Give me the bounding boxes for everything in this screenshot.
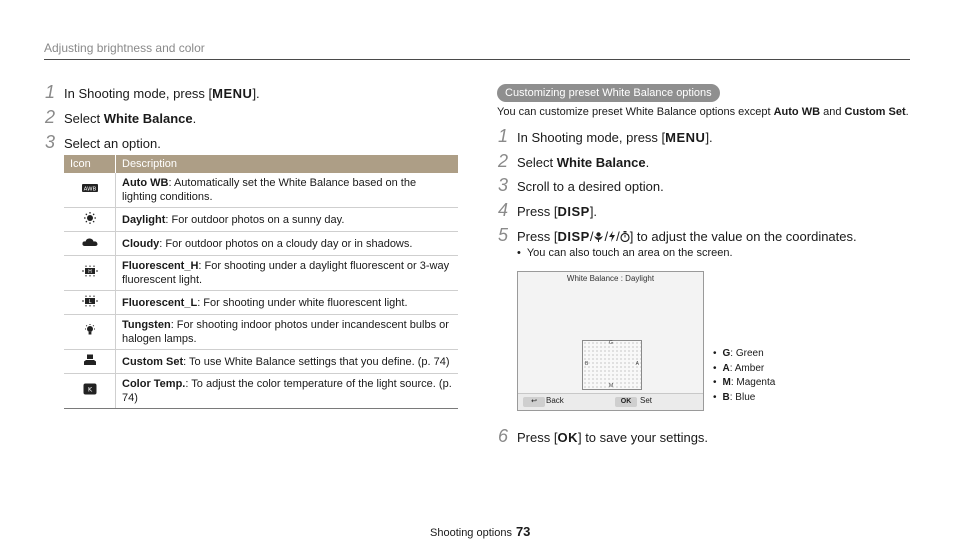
step-bold-term: White Balance (556, 155, 646, 170)
page-number: 73 (515, 524, 531, 539)
option-desc: : To use White Balance settings that you define. (p. 74) (183, 355, 450, 368)
icon-cell (64, 315, 116, 350)
step-number: 2 (498, 151, 509, 171)
intro-text (497, 106, 909, 118)
option-desc: : For shooting under a daylight fluorescent or 3-way fluorescent light. (122, 260, 450, 286)
icon-cell (64, 232, 116, 256)
intro-mid: and (820, 106, 845, 118)
option-term: Tungsten (122, 319, 171, 331)
cloudy-icon (81, 236, 99, 248)
step-text-end: ] to save your settings. (577, 430, 709, 445)
white-balance-options-table (64, 155, 458, 409)
step-text: Press [ (517, 430, 558, 445)
legend-value: : Blue (729, 391, 756, 403)
left-step-2 (45, 107, 197, 127)
right-step-4 (498, 200, 598, 220)
legend-value: : Amber (729, 362, 765, 374)
disp-key-icon: DISP (557, 229, 590, 244)
description-cell (116, 291, 459, 315)
intro-bold-2: Custom Set (844, 106, 906, 118)
option-term: Fluorescent_H (122, 260, 199, 272)
intro-pre: You can customize preset White Balance options except (497, 106, 774, 118)
table-row (64, 256, 458, 291)
grid-label-green: G (609, 340, 613, 346)
svg-text:K: K (87, 385, 92, 394)
right-step-2 (498, 151, 650, 171)
step-text-end: . (645, 155, 650, 170)
white-balance-adjust-grid[interactable] (582, 340, 642, 390)
description-cell (116, 256, 459, 291)
table-row (64, 350, 458, 374)
step-text-end: ]. (252, 86, 260, 101)
step-text: In Shooting mode, press [ (64, 86, 213, 101)
step-text-end: ]. (589, 204, 598, 219)
right-step-5: 5 Press [DISP/ / / ] to adjust the value on the coordinates. (498, 225, 857, 245)
step-text-end: ] to adjust the value on the coordinates. (629, 229, 857, 244)
description-cell (116, 208, 459, 232)
table-row (64, 208, 458, 232)
icon-cell (64, 173, 116, 208)
grid-label-amber: A (635, 361, 639, 367)
step-number: 6 (498, 426, 509, 446)
step-text: In Shooting mode, press [ (517, 130, 666, 145)
legend-item (713, 392, 775, 407)
description-cell (116, 315, 459, 350)
svg-text:AWB: AWB (83, 186, 96, 193)
disp-key-icon: DISP (557, 204, 590, 219)
option-desc: : For outdoor photos on a cloudy day or in shadows. (159, 237, 413, 250)
option-term: Daylight (122, 213, 166, 226)
legend-key: M (722, 377, 731, 388)
step-number: 3 (498, 175, 509, 195)
color-temp-k-icon (81, 383, 99, 395)
step-text: Press [ (517, 229, 558, 244)
icon-cell (64, 374, 116, 409)
step-number: 1 (498, 126, 509, 146)
legend-value: : Magenta (730, 377, 776, 388)
ok-key-icon[interactable]: OK (615, 397, 637, 407)
fluorescent-l-icon (81, 295, 99, 307)
table-row (64, 374, 458, 409)
table-header-row (64, 155, 458, 173)
intro-post: . (905, 106, 909, 118)
option-desc: : To adjust the color temperature of the light source. (p. 74) (122, 378, 452, 404)
step-number: 3 (45, 132, 56, 152)
table-row (64, 232, 458, 256)
fluorescent-h-icon (81, 265, 99, 277)
header-divider (44, 59, 910, 60)
option-desc: : For shooting under white fluorescent light. (197, 296, 408, 309)
option-term: Auto WB (122, 177, 169, 189)
section-pill-heading: Customizing preset White Balance options (497, 84, 720, 102)
step-text: Press [ (517, 204, 558, 219)
icon-cell (64, 291, 116, 315)
step-number: 4 (498, 200, 509, 220)
option-desc: : For outdoor photos on a sunny day. (165, 213, 345, 226)
legend-item (713, 348, 775, 363)
auto-wb-icon (81, 182, 99, 194)
legend-item (713, 363, 775, 378)
svg-text:L: L (88, 298, 91, 305)
step-bold-term: White Balance (103, 111, 193, 126)
custom-set-icon (81, 354, 99, 366)
legend-value: : Green (730, 348, 764, 359)
column-header-description: Description (116, 155, 459, 173)
description-cell (116, 374, 459, 409)
legend-item (713, 377, 775, 392)
left-step-1 (45, 82, 260, 102)
screen-bottom-bar (518, 393, 703, 410)
grid-label-blue: B (585, 361, 589, 367)
touch-tip: • You can also touch an area on the screen. (517, 247, 733, 259)
intro-bold-1: Auto WB (773, 106, 821, 118)
legend-key: A (722, 362, 730, 374)
page-footer (430, 524, 530, 539)
table-row (64, 173, 458, 208)
table-row (64, 291, 458, 315)
camera-screen-mockup (517, 271, 704, 411)
icon-cell (64, 208, 116, 232)
step-text: Select (64, 111, 104, 126)
step-number: 1 (45, 82, 56, 102)
footer-section: Shooting options (430, 527, 512, 539)
right-step-6 (498, 426, 709, 446)
back-key-icon[interactable]: ↩ (523, 397, 545, 407)
daylight-sun-icon (81, 212, 99, 224)
menu-key-icon: MENU (212, 86, 253, 101)
grid-legend (713, 348, 775, 406)
description-cell (116, 350, 459, 374)
section-title: Adjusting brightness and color (44, 41, 205, 55)
grid-label-magenta: M (609, 383, 614, 389)
legend-key: G (722, 348, 731, 359)
legend-key: B (722, 391, 730, 403)
option-desc: : For shooting indoor photos under incandescent bulbs or halogen lamps. (122, 319, 449, 345)
step-text-end: . (192, 111, 197, 126)
step-text: Select an option. (64, 136, 161, 151)
description-cell (116, 232, 459, 256)
tungsten-bulb-icon (81, 324, 99, 336)
icon-cell (64, 350, 116, 374)
menu-key-icon: MENU (665, 130, 706, 145)
step-text: Scroll to a desired option. (517, 179, 664, 194)
column-header-icon: Icon (64, 155, 116, 173)
description-cell (116, 173, 459, 208)
option-term: Color Temp. (122, 378, 186, 390)
left-step-3 (45, 132, 161, 152)
option-term: Custom Set (122, 355, 184, 368)
right-step-1 (498, 126, 713, 146)
back-label: Back (546, 396, 564, 405)
flash-icon (608, 230, 616, 241)
icon-cell (64, 256, 116, 291)
macro-flower-icon (593, 230, 604, 241)
svg-text:H: H (87, 269, 92, 275)
option-desc: : Automatically set the White Balance based on the lighting conditions. (122, 177, 417, 203)
step-text-end: ]. (705, 130, 713, 145)
timer-icon (620, 230, 630, 241)
right-step-3 (498, 175, 664, 195)
table-row (64, 315, 458, 350)
screen-title: White Balance : Daylight (566, 274, 655, 283)
step-number: 5 (498, 225, 509, 245)
ok-key-icon: OK (557, 430, 578, 445)
set-label: Set (640, 396, 653, 405)
option-term: Cloudy (122, 237, 160, 250)
step-text: Select (517, 155, 557, 170)
step-number: 2 (45, 107, 56, 127)
option-term: Fluorescent_L (122, 296, 198, 309)
